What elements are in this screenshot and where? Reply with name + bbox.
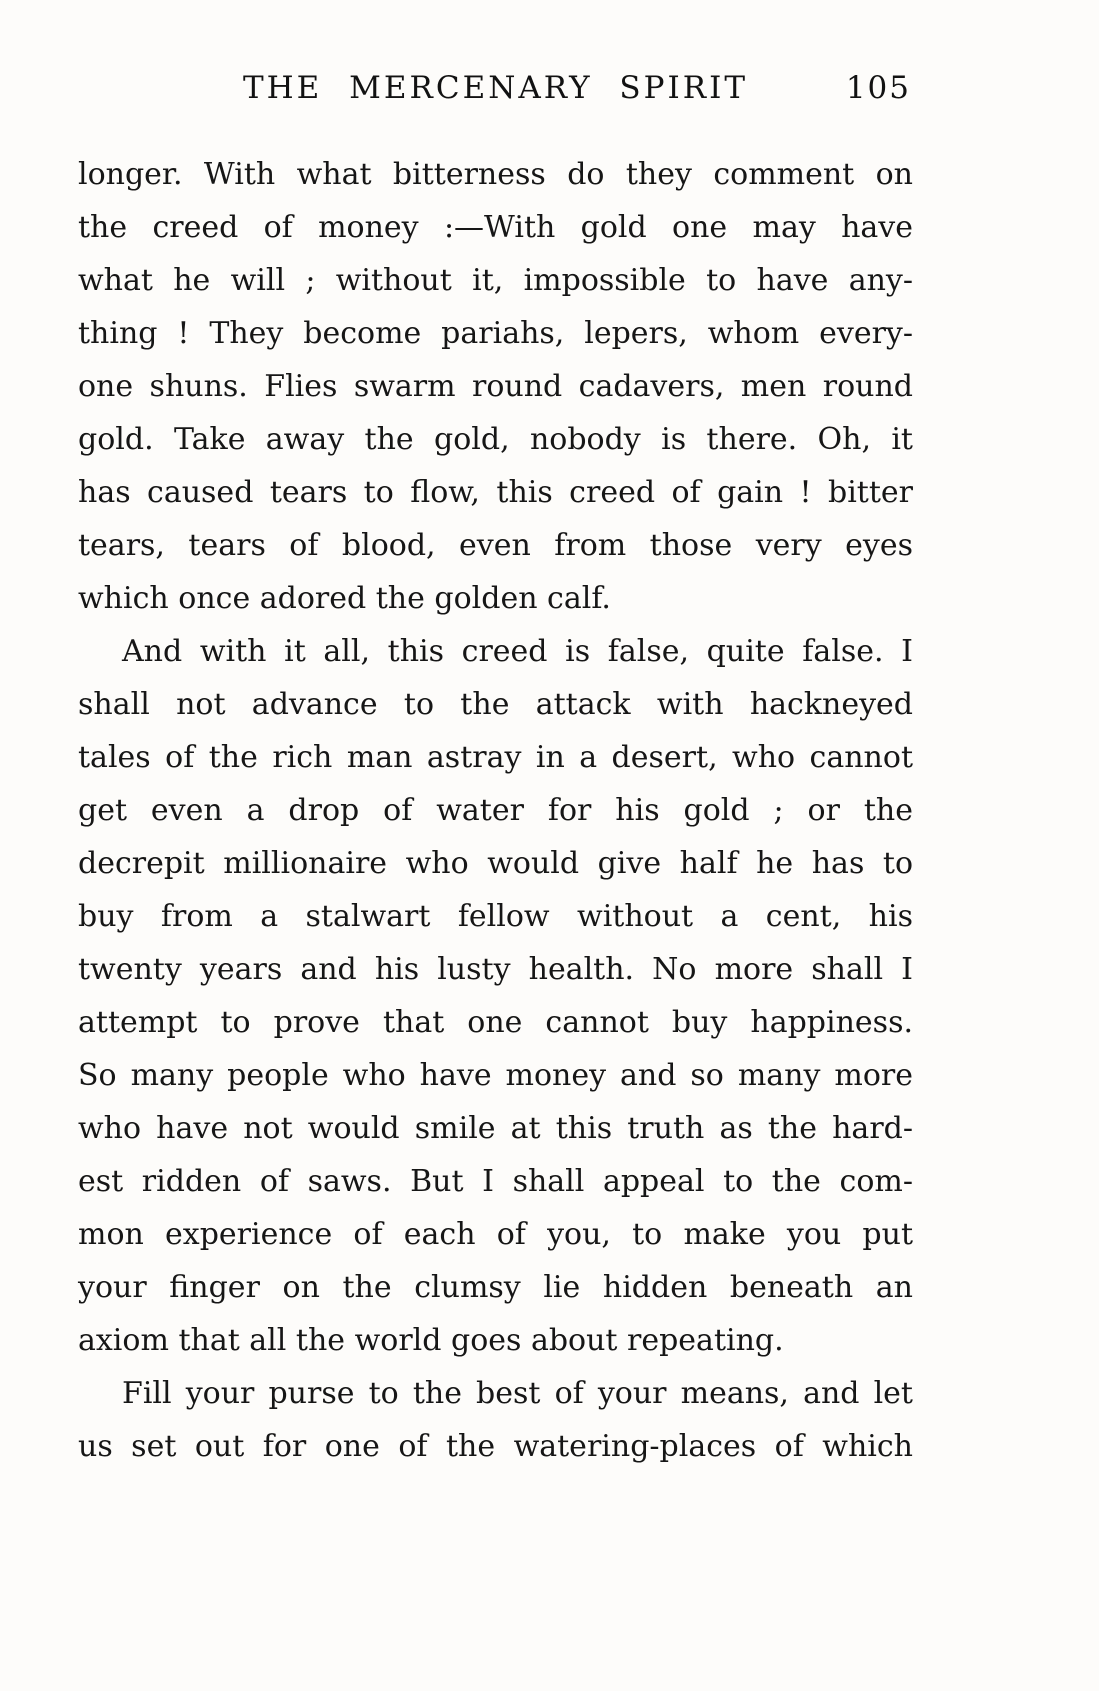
text-line: buy from a stalwart fellow without a cent, his	[78, 899, 913, 934]
paragraph	[78, 1367, 913, 1473]
text-line: get even a drop of water for his gold ; or the	[78, 793, 913, 828]
text-body	[78, 148, 913, 1473]
text-line: us set out for one of the watering-places of which	[78, 1429, 913, 1464]
text-line: has caused tears to flow, this creed of gain ! bitter	[78, 475, 913, 510]
text-line: the creed of money :—With gold one may have	[78, 210, 913, 245]
text-line: tears, tears of blood, even from those very eyes	[78, 528, 913, 563]
text-line: twenty years and his lusty health. No more shall I	[78, 952, 913, 987]
running-header	[78, 70, 913, 118]
text-line: which once adored the golden calf.	[78, 581, 611, 616]
text-line: So many people who have money and so many more	[78, 1058, 913, 1093]
text-line: est ridden of saws. But I shall appeal to the com-	[78, 1164, 913, 1199]
paragraph	[78, 625, 913, 1367]
text-line: And with it all, this creed is false, quite false. I	[122, 634, 913, 669]
text-line: who have not would smile at this truth as the hard-	[78, 1111, 913, 1146]
text-line: what he will ; without it, impossible to have any-	[78, 263, 913, 298]
text-line: thing ! They become pariahs, lepers, whom every-	[78, 316, 913, 351]
page-title: THE MERCENARY SPIRIT	[242, 70, 749, 106]
text-line: one shuns. Flies swarm round cadavers, men round	[78, 369, 913, 404]
text-line: your finger on the clumsy lie hidden beneath an	[78, 1270, 913, 1305]
text-line: longer. With what bitterness do they comment on	[78, 157, 913, 192]
paragraph	[78, 148, 913, 625]
text-line: decrepit millionaire who would give half he has to	[78, 846, 913, 881]
text-line: attempt to prove that one cannot buy happiness.	[78, 1005, 913, 1040]
text-line: gold. Take away the gold, nobody is there. Oh, it	[78, 422, 913, 457]
text-line: tales of the rich man astray in a desert, who cannot	[78, 740, 913, 775]
text-line: mon experience of each of you, to make you put	[78, 1217, 913, 1252]
page-number: 105	[845, 70, 911, 106]
text-line: axiom that all the world goes about repeating.	[78, 1323, 784, 1358]
text-line: Fill your purse to the best of your means, and let	[122, 1376, 913, 1411]
text-line: shall not advance to the attack with hackneyed	[78, 687, 913, 722]
